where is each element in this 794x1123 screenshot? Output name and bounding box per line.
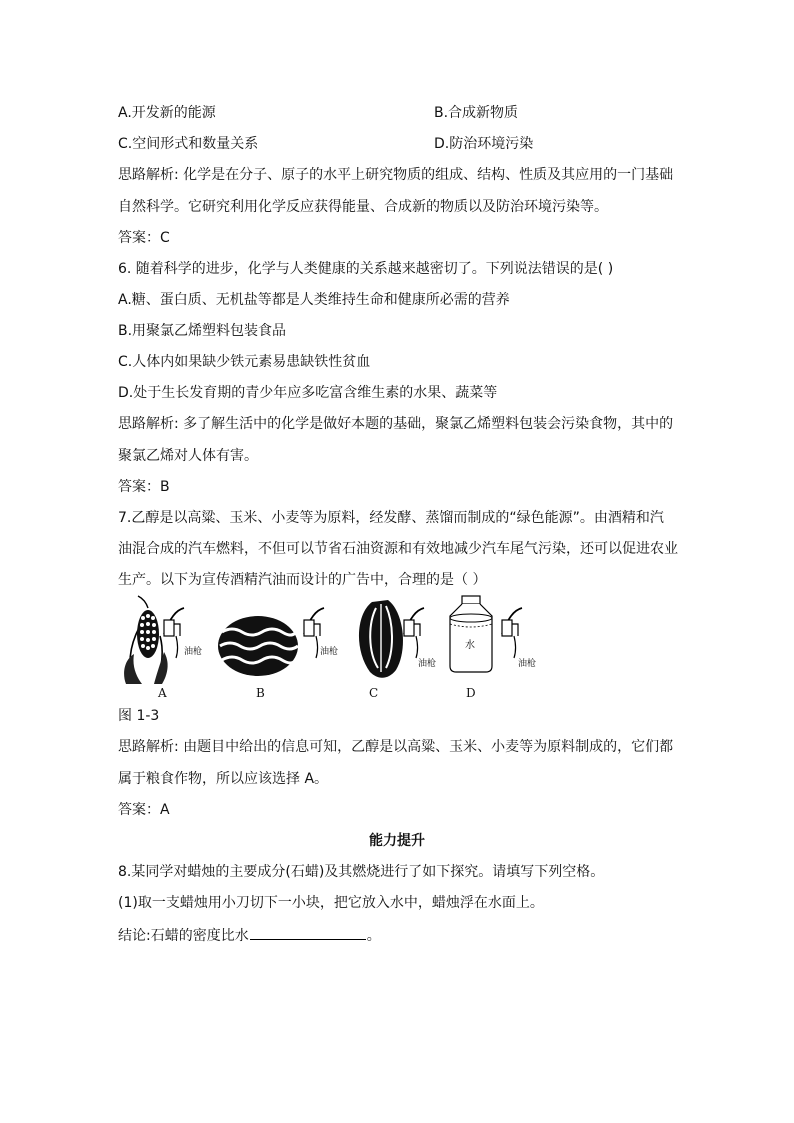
figure-label-d: D xyxy=(466,686,476,700)
q6-answer: 答案：B xyxy=(118,479,170,495)
q8-conclusion xyxy=(118,925,381,946)
q5-analysis-line1: 思路解析: 化学是在分子、原子的水平上研究物质的组成、结构、性质及其应用的一门基础 xyxy=(118,167,674,183)
q5-option-a: A.开发新的能源 xyxy=(118,105,216,121)
q8-part1: (1)取一支蜡烛用小刀切下一小块，把它放入水中，蜡烛浮在水面上。 xyxy=(118,895,544,911)
q8-conclusion-suffix: 。 xyxy=(366,928,381,944)
q6-option-b: B.用聚氯乙烯塑料包装食品 xyxy=(118,323,287,339)
q5-option-d: D.防治环境污染 xyxy=(434,136,534,152)
gun-label-d: 油枪 xyxy=(518,659,537,669)
q5-answer: 答案：C xyxy=(118,230,170,246)
q6-stem: 6. 随着科学的进步，化学与人类健康的关系越来越密切了。下列说法错误的是( ) xyxy=(118,261,614,277)
q6-option-c: C.人体内如果缺少铁元素易患缺铁性贫血 xyxy=(118,354,371,370)
gun-label-c: 油枪 xyxy=(418,659,437,669)
q5-analysis-line2: 自然科学。它研究利用化学反应获得能量、合成新的物质以及防治环境污染等。 xyxy=(118,199,608,215)
figure-label-a: A xyxy=(158,686,167,700)
water-label: 水 xyxy=(465,640,475,651)
section-title: 能力提升 xyxy=(369,833,425,849)
q7-answer: 答案：A xyxy=(118,802,170,818)
q6-analysis-line2: 聚氯乙烯对人体有害。 xyxy=(118,448,258,464)
q8-stem: 8.某同学对蜡烛的主要成分(石蜡)及其燃烧进行了如下探究。请填写下列空格。 xyxy=(118,864,605,880)
q8-answer-blank[interactable] xyxy=(250,925,366,940)
gun-label-a: 油枪 xyxy=(184,647,203,657)
figure-b-watermelon xyxy=(212,594,352,702)
q5-option-b: B.合成新物质 xyxy=(434,105,519,121)
figure-a-corn xyxy=(118,594,208,702)
q7-stem-line1: 7.乙醇是以高粱、玉米、小麦等为原料，经发酵、蒸馏而制成的“绿色能源”。由酒精和汽 xyxy=(118,510,664,526)
gun-label-b: 油枪 xyxy=(320,647,339,657)
figure-d-water-bottle xyxy=(440,594,550,702)
q7-stem-line2: 油混合成的汽车燃料，不但可以节省石油资源和有效地减少汽车尾气污染，还可以促进农业 xyxy=(118,541,678,557)
q6-analysis-line1: 思路解析: 多了解生活中的化学是做好本题的基础，聚氯乙烯塑料包装会污染食物，其中的 xyxy=(118,416,674,432)
q5-option-c: C.空间形式和数量关系 xyxy=(118,136,259,152)
figure-label-c: C xyxy=(369,686,379,700)
figure-caption: 图 1-3 xyxy=(118,708,160,724)
figure-c-cabbage xyxy=(348,594,448,702)
q6-option-a: A.糖、蛋白质、无机盐等都是人类维持生命和健康所必需的营养 xyxy=(118,292,510,308)
q6-option-d: D.处于生长发育期的青少年应多吃富含维生素的水果、蔬菜等 xyxy=(118,385,498,401)
q7-analysis-line1: 思路解析: 由题目中给出的信息可知，乙醇是以高粱、玉米、小麦等为原料制成的，它们都 xyxy=(118,739,674,755)
figure-label-b: B xyxy=(256,686,265,700)
q8-conclusion-prefix: 结论:石蜡的密度比水 xyxy=(118,928,249,944)
q7-stem-line3: 生产。以下为宣传酒精汽油而设计的广告中，合理的是（ ） xyxy=(118,572,487,588)
q7-analysis-line2: 属于粮食作物，所以应该选择 A。 xyxy=(118,771,329,787)
